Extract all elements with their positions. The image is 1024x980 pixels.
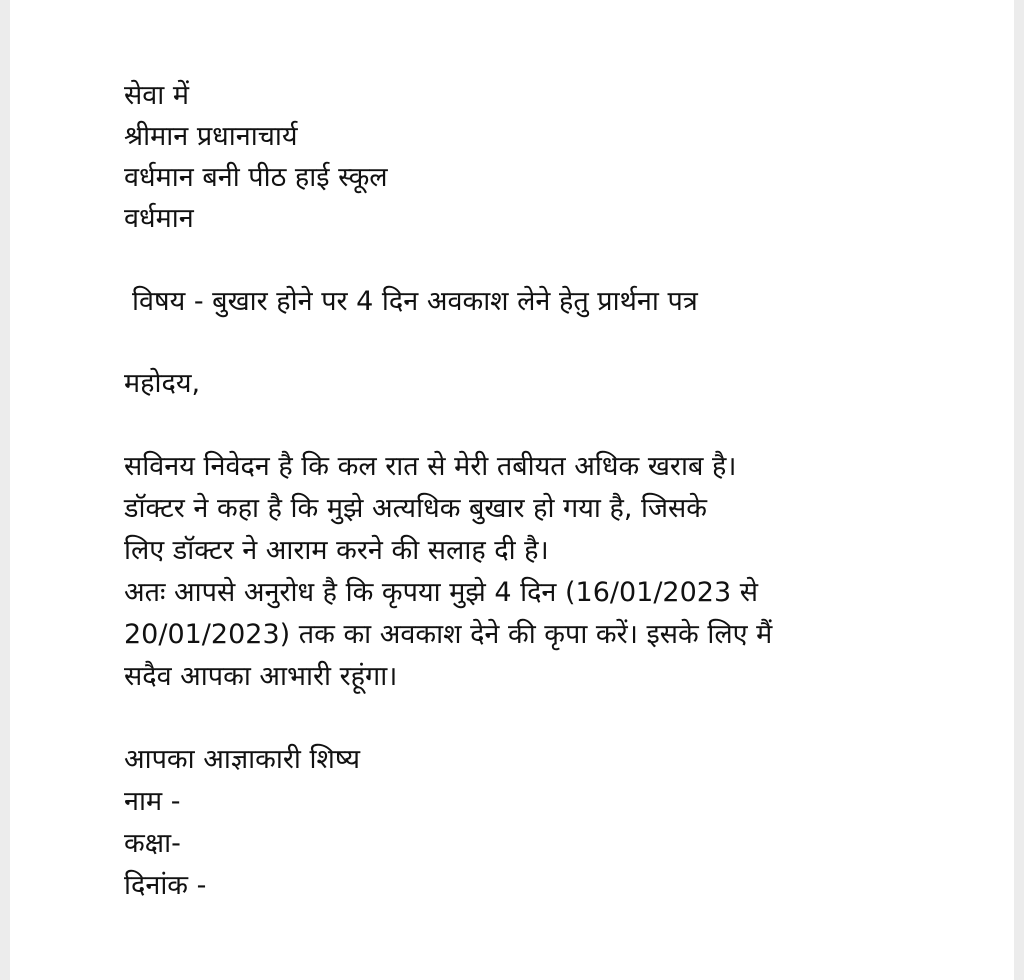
salutation: महोदय, [124, 368, 201, 399]
address-line-2: श्रीमान प्रधानाचार्य [124, 121, 298, 152]
body-line-4: अतः आपसे अनुरोध है कि कृपया मुझे 4 दिन (16/01/2023 से [124, 577, 758, 608]
body-line-2: डॉक्टर ने कहा है कि मुझे अत्यधिक बुखार हो गया है, जिसके [124, 493, 707, 524]
letter-page [10, 0, 1014, 980]
body-line-1: सविनय निवेदन है कि कल रात से मेरी तबीयत अधिक खराब है। [124, 451, 737, 482]
date-field: दिनांक - [124, 870, 207, 901]
class-field: कक्षा- [124, 828, 181, 859]
body-line-3: लिए डॉक्टर ने आराम करने की सलाह दी है। [124, 535, 549, 566]
body-line-5: 20/01/2023) तक का अवकाश देने की कृपा करें। इसके लिए मैं [124, 619, 773, 650]
address-line-1: सेवा में [124, 80, 189, 111]
address-line-4: वर्धमान [124, 203, 194, 234]
body-line-6: सदैव आपका आभारी रहूंगा। [124, 661, 398, 692]
subject-line: विषय - बुखार होने पर 4 दिन अवकाश लेने हेतु प्रार्थना पत्र [132, 286, 698, 317]
closing-line: आपका आज्ञाकारी शिष्य [124, 744, 361, 775]
address-line-3: वर्धमान बनी पीठ हाई स्कूल [124, 162, 388, 193]
name-field: नाम - [124, 786, 181, 817]
